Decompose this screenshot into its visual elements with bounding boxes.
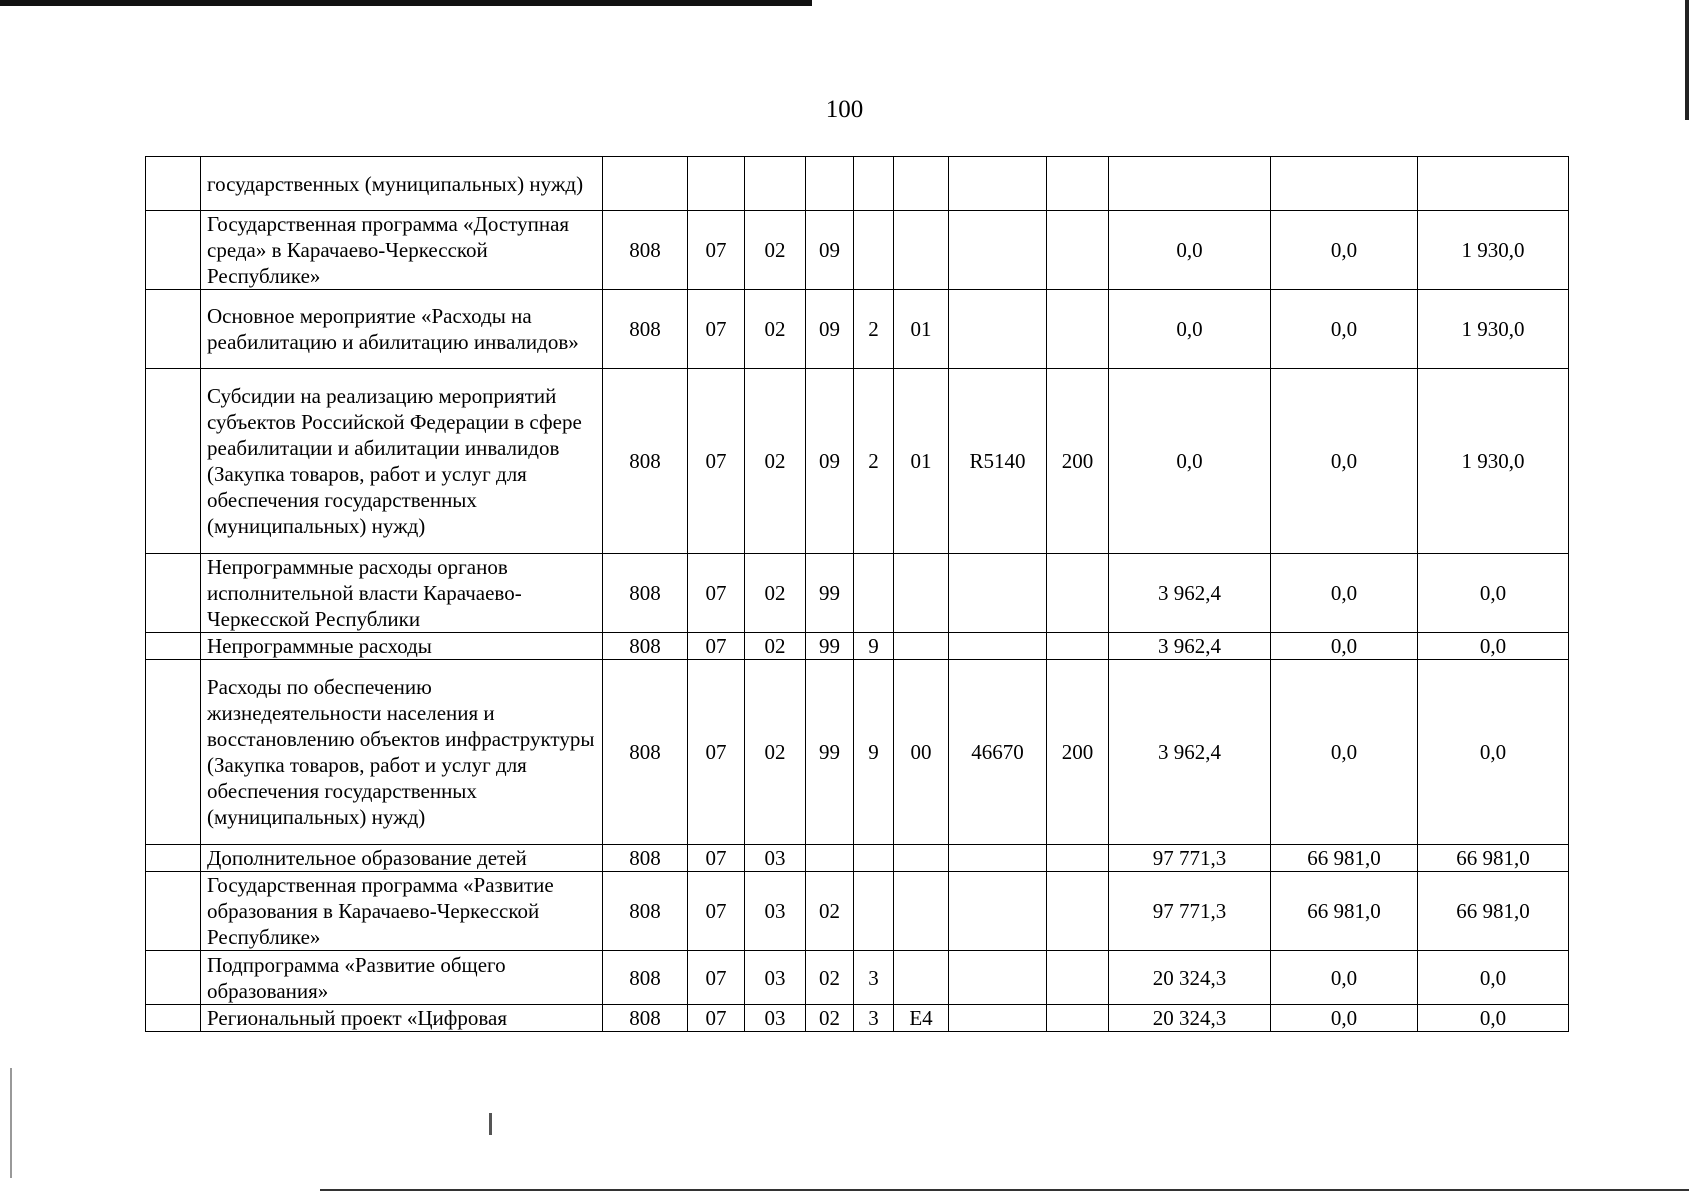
- cell-pr: 02: [745, 211, 806, 290]
- cell-cs4: [949, 951, 1047, 1005]
- cell-ved: 808: [603, 951, 688, 1005]
- cell-sum3: 66 981,0: [1418, 845, 1569, 872]
- cell-sum3: 0,0: [1418, 660, 1569, 845]
- cell-cs4: 46670: [949, 660, 1047, 845]
- cell-cs3: [894, 845, 949, 872]
- row-number-cell: [146, 554, 201, 633]
- table-row: [146, 1005, 1569, 1032]
- cell-sum2: 0,0: [1271, 369, 1418, 554]
- row-name-cell: Непрограммные расходы: [201, 633, 603, 660]
- cell-vr: [1047, 554, 1109, 633]
- cell-vr: [1047, 845, 1109, 872]
- cell-vr: [1047, 951, 1109, 1005]
- table-row: [146, 211, 1569, 290]
- cell-vr: 200: [1047, 369, 1109, 554]
- cell-cs4: [949, 211, 1047, 290]
- cell-sum2: 66 981,0: [1271, 845, 1418, 872]
- cell-rz: 07: [688, 660, 745, 845]
- scan-bottom-border: [320, 1189, 1689, 1191]
- row-name-cell: Расходы по обеспечению жизнедеятельности населения и восстановлению объектов инфраструктуры (Закупка товаров, работ и услуг для обеспечения государственных (муниципальных) нужд): [201, 660, 603, 845]
- cell-vr: [1047, 290, 1109, 369]
- cell-vr: 200: [1047, 660, 1109, 845]
- cell-sum2: 66 981,0: [1271, 872, 1418, 951]
- cell-sum2: 0,0: [1271, 554, 1418, 633]
- row-name-cell: Подпрограмма «Развитие общего образования»: [201, 951, 603, 1005]
- cell-cs1: 09: [806, 211, 854, 290]
- cell-sum3: 0,0: [1418, 951, 1569, 1005]
- cell-cs1: 02: [806, 872, 854, 951]
- cell-ved: 808: [603, 369, 688, 554]
- cell-vr: [1047, 872, 1109, 951]
- table-row: [146, 951, 1569, 1005]
- table-row: [146, 660, 1569, 845]
- row-number-cell: [146, 211, 201, 290]
- cell-rz: 07: [688, 554, 745, 633]
- cell-cs2: 3: [854, 951, 894, 1005]
- cell-ved: 808: [603, 290, 688, 369]
- cell-ved: 808: [603, 845, 688, 872]
- cell-sum1: 0,0: [1109, 211, 1271, 290]
- cell-rz: 07: [688, 1005, 745, 1032]
- cell-rz: 07: [688, 211, 745, 290]
- cell-cs3: [894, 872, 949, 951]
- cell-cs2: 2: [854, 290, 894, 369]
- cell-cs2: 3: [854, 1005, 894, 1032]
- cell-sum1: 97 771,3: [1109, 872, 1271, 951]
- cell-cs1: 99: [806, 660, 854, 845]
- row-number-cell: [146, 157, 201, 211]
- row-number-cell: [146, 633, 201, 660]
- cell-sum1: 0,0: [1109, 290, 1271, 369]
- cell-cs3: 01: [894, 369, 949, 554]
- cell-sum3: 66 981,0: [1418, 872, 1569, 951]
- cell-pr: 02: [745, 369, 806, 554]
- table-row: [146, 157, 1569, 211]
- row-name-cell: Непрограммные расходы органов исполнительной власти Карачаево-Черкесской Республики: [201, 554, 603, 633]
- cell-cs2: 2: [854, 369, 894, 554]
- cell-cs4: [949, 157, 1047, 211]
- table-row: [146, 872, 1569, 951]
- cell-cs2: [854, 554, 894, 633]
- cell-cs1: 02: [806, 1005, 854, 1032]
- cell-cs2: [854, 845, 894, 872]
- table-row: [146, 290, 1569, 369]
- cell-sum3: [1418, 157, 1569, 211]
- cell-ved: 808: [603, 1005, 688, 1032]
- cell-cs3: [894, 633, 949, 660]
- row-number-cell: [146, 290, 201, 369]
- cell-sum2: 0,0: [1271, 211, 1418, 290]
- cell-cs1: [806, 157, 854, 211]
- cell-cs3: 01: [894, 290, 949, 369]
- row-name-cell: Региональный проект «Цифровая: [201, 1005, 603, 1032]
- row-name-cell: Государственная программа «Развитие образования в Карачаево-Черкесской Республике»: [201, 872, 603, 951]
- cell-pr: [745, 157, 806, 211]
- cell-sum1: [1109, 157, 1271, 211]
- cell-cs1: 99: [806, 554, 854, 633]
- cell-sum3: 1 930,0: [1418, 211, 1569, 290]
- cell-vr: [1047, 1005, 1109, 1032]
- cell-rz: 07: [688, 369, 745, 554]
- cell-vr: [1047, 211, 1109, 290]
- table-row: [146, 554, 1569, 633]
- cell-sum1: 0,0: [1109, 369, 1271, 554]
- cell-cs4: [949, 633, 1047, 660]
- scan-left-mark: [10, 1068, 12, 1178]
- cell-ved: 808: [603, 633, 688, 660]
- cell-cs1: 09: [806, 290, 854, 369]
- cell-pr: 03: [745, 1005, 806, 1032]
- cell-pr: 02: [745, 554, 806, 633]
- row-number-cell: [146, 845, 201, 872]
- cell-cs2: [854, 872, 894, 951]
- cell-cs3: [894, 951, 949, 1005]
- cell-cs4: [949, 872, 1047, 951]
- row-name-cell: Государственная программа «Доступная среда» в Карачаево-Черкесской Республике»: [201, 211, 603, 290]
- cell-sum2: 0,0: [1271, 1005, 1418, 1032]
- cell-sum3: 0,0: [1418, 554, 1569, 633]
- table-row: [146, 845, 1569, 872]
- cell-sum1: 3 962,4: [1109, 554, 1271, 633]
- cell-cs3: [894, 211, 949, 290]
- cell-sum1: 97 771,3: [1109, 845, 1271, 872]
- table-row: [146, 633, 1569, 660]
- cell-cs1: 09: [806, 369, 854, 554]
- cell-pr: 02: [745, 660, 806, 845]
- cell-cs3: [894, 157, 949, 211]
- cell-cs4: [949, 290, 1047, 369]
- cell-cs4: R5140: [949, 369, 1047, 554]
- cell-pr: 03: [745, 845, 806, 872]
- row-number-cell: [146, 369, 201, 554]
- cell-rz: 07: [688, 845, 745, 872]
- cell-ved: 808: [603, 554, 688, 633]
- cell-sum3: 0,0: [1418, 1005, 1569, 1032]
- cell-sum2: 0,0: [1271, 290, 1418, 369]
- budget-table: [145, 156, 1569, 1032]
- cell-rz: 07: [688, 633, 745, 660]
- row-number-cell: [146, 872, 201, 951]
- cell-pr: 02: [745, 290, 806, 369]
- cell-cs2: [854, 157, 894, 211]
- cell-sum3: 1 930,0: [1418, 290, 1569, 369]
- cell-ved: 808: [603, 872, 688, 951]
- cell-cs4: [949, 845, 1047, 872]
- cell-sum1: 3 962,4: [1109, 633, 1271, 660]
- cell-rz: [688, 157, 745, 211]
- cell-pr: 03: [745, 951, 806, 1005]
- cell-cs2: 9: [854, 633, 894, 660]
- scan-speck: [489, 1113, 492, 1135]
- cell-rz: 07: [688, 290, 745, 369]
- cell-sum2: 0,0: [1271, 633, 1418, 660]
- cell-cs2: 9: [854, 660, 894, 845]
- cell-cs3: [894, 554, 949, 633]
- row-name-cell: Дополнительное образование детей: [201, 845, 603, 872]
- scan-top-border: [0, 0, 812, 6]
- row-number-cell: [146, 660, 201, 845]
- cell-cs1: 02: [806, 951, 854, 1005]
- cell-cs3: E4: [894, 1005, 949, 1032]
- page-number: 100: [825, 96, 864, 123]
- cell-cs1: 99: [806, 633, 854, 660]
- row-name-cell: Основное мероприятие «Расходы на реабилитацию и абилитацию инвалидов»: [201, 290, 603, 369]
- cell-cs2: [854, 211, 894, 290]
- cell-pr: 02: [745, 633, 806, 660]
- table-body: [146, 157, 1569, 1032]
- row-name-cell: государственных (муниципальных) нужд): [201, 157, 603, 211]
- cell-cs4: [949, 554, 1047, 633]
- cell-cs3: 00: [894, 660, 949, 845]
- cell-vr: [1047, 633, 1109, 660]
- cell-vr: [1047, 157, 1109, 211]
- table-row: [146, 369, 1569, 554]
- row-number-cell: [146, 1005, 201, 1032]
- cell-ved: 808: [603, 211, 688, 290]
- cell-sum1: 20 324,3: [1109, 951, 1271, 1005]
- cell-sum2: [1271, 157, 1418, 211]
- cell-sum3: 1 930,0: [1418, 369, 1569, 554]
- cell-ved: 808: [603, 660, 688, 845]
- cell-cs4: [949, 1005, 1047, 1032]
- cell-sum2: 0,0: [1271, 951, 1418, 1005]
- cell-rz: 07: [688, 951, 745, 1005]
- cell-sum2: 0,0: [1271, 660, 1418, 845]
- cell-rz: 07: [688, 872, 745, 951]
- cell-sum3: 0,0: [1418, 633, 1569, 660]
- cell-ved: [603, 157, 688, 211]
- cell-sum1: 20 324,3: [1109, 1005, 1271, 1032]
- row-number-cell: [146, 951, 201, 1005]
- cell-cs1: [806, 845, 854, 872]
- cell-sum1: 3 962,4: [1109, 660, 1271, 845]
- cell-pr: 03: [745, 872, 806, 951]
- row-name-cell: Субсидии на реализацию мероприятий субъектов Российской Федерации в сфере реабилитации и абилитации инвалидов (Закупка товаров, работ и услуг для обеспечения государственных (муниципальных) нужд): [201, 369, 603, 554]
